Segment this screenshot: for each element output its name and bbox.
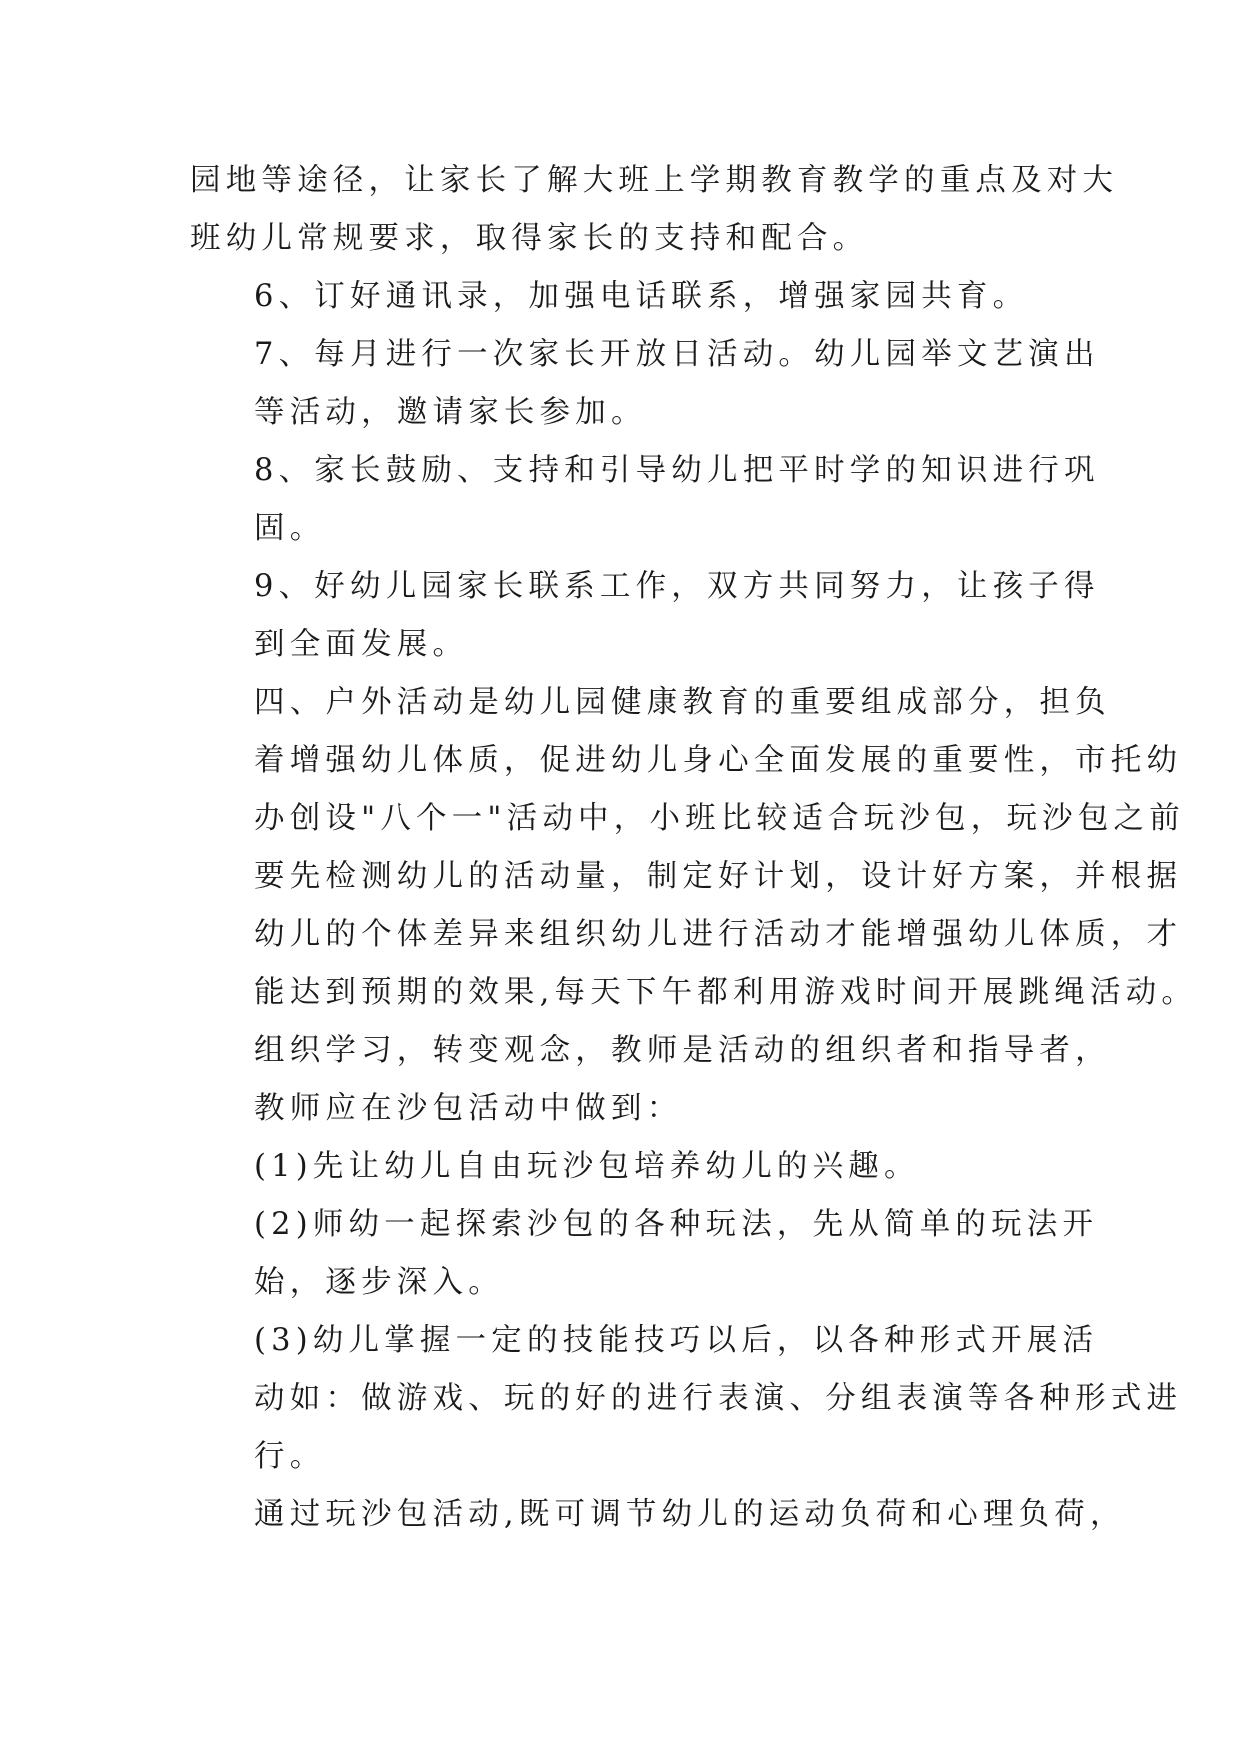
text-line: 办创设"八个一"活动中，小班比较适合玩沙包，玩沙包之前: [254, 801, 1185, 836]
text-line: 等活动，邀请家长参加。: [254, 395, 647, 430]
text-line: (1)先让幼儿自由玩沙包培养幼儿的兴趣。: [254, 1149, 920, 1184]
paragraph: [190, 442, 1100, 558]
text-line: (2)师幼一起探索沙包的各种玩法，先从简单的玩法开: [254, 1207, 1099, 1242]
text-line: 幼儿的个体差异来组织幼儿进行活动才能增强幼儿体质，才: [254, 917, 1183, 952]
paragraph: [190, 1486, 1126, 1544]
paragraph: [190, 1312, 1183, 1486]
paragraph: [190, 326, 1100, 442]
paragraph: [190, 1022, 1111, 1138]
paragraph: [190, 1196, 1099, 1312]
text-line: 要先检测幼儿的活动量，制定好计划，设计好方案，并根据: [254, 859, 1183, 894]
text-line: 着增强幼儿体质，促进幼儿身心全面发展的重要性，市托幼: [254, 743, 1183, 778]
text-line: 教师应在沙包活动中做到：: [254, 1091, 683, 1126]
paragraph: [190, 152, 1119, 268]
paragraph: [190, 558, 1100, 674]
text-line: 通过玩沙包活动,既可调节幼儿的运动负荷和心理负荷，: [254, 1497, 1126, 1532]
text-line: (3)幼儿掌握一定的技能技巧以后，以各种形式开展活: [254, 1323, 1099, 1358]
paragraph: [190, 1138, 1050, 1196]
text-line: 到全面发展。: [254, 627, 469, 662]
text-line: 班幼儿常规要求，取得家长的支持和配合。: [190, 221, 869, 256]
text-line: 能达到预期的效果,每天下午都利用游戏时间开展跳绳活动。: [254, 975, 1198, 1010]
text-line: 9、好幼儿园家长联系工作，双方共同努力，让孩子得: [254, 569, 1100, 604]
text-line: 园地等途径，让家长了解大班上学期教育教学的重点及对大: [190, 163, 1119, 198]
text-line: 固。: [254, 511, 326, 546]
text-line: 7、每月进行一次家长开放日活动。幼儿园举文艺演出: [254, 337, 1100, 372]
paragraph: [190, 268, 1050, 326]
document-body: [190, 152, 1198, 1544]
text-line: 行。: [254, 1439, 326, 1474]
text-line: 8、家长鼓励、支持和引导幼儿把平时学的知识进行巩: [254, 453, 1100, 488]
text-line: 组织学习，转变观念，教师是活动的组织者和指导者，: [254, 1033, 1111, 1068]
text-line: 动如：做游戏、玩的好的进行表演、分组表演等各种形式进: [254, 1381, 1183, 1416]
text-line: 6、订好通讯录，加强电话联系，增强家园共育。: [254, 279, 1029, 314]
paragraph: [190, 674, 1198, 1022]
text-line: 始，逐步深入。: [254, 1265, 504, 1300]
text-line: 四、户外活动是幼儿园健康教育的重要组成部分，担负: [254, 685, 1111, 720]
